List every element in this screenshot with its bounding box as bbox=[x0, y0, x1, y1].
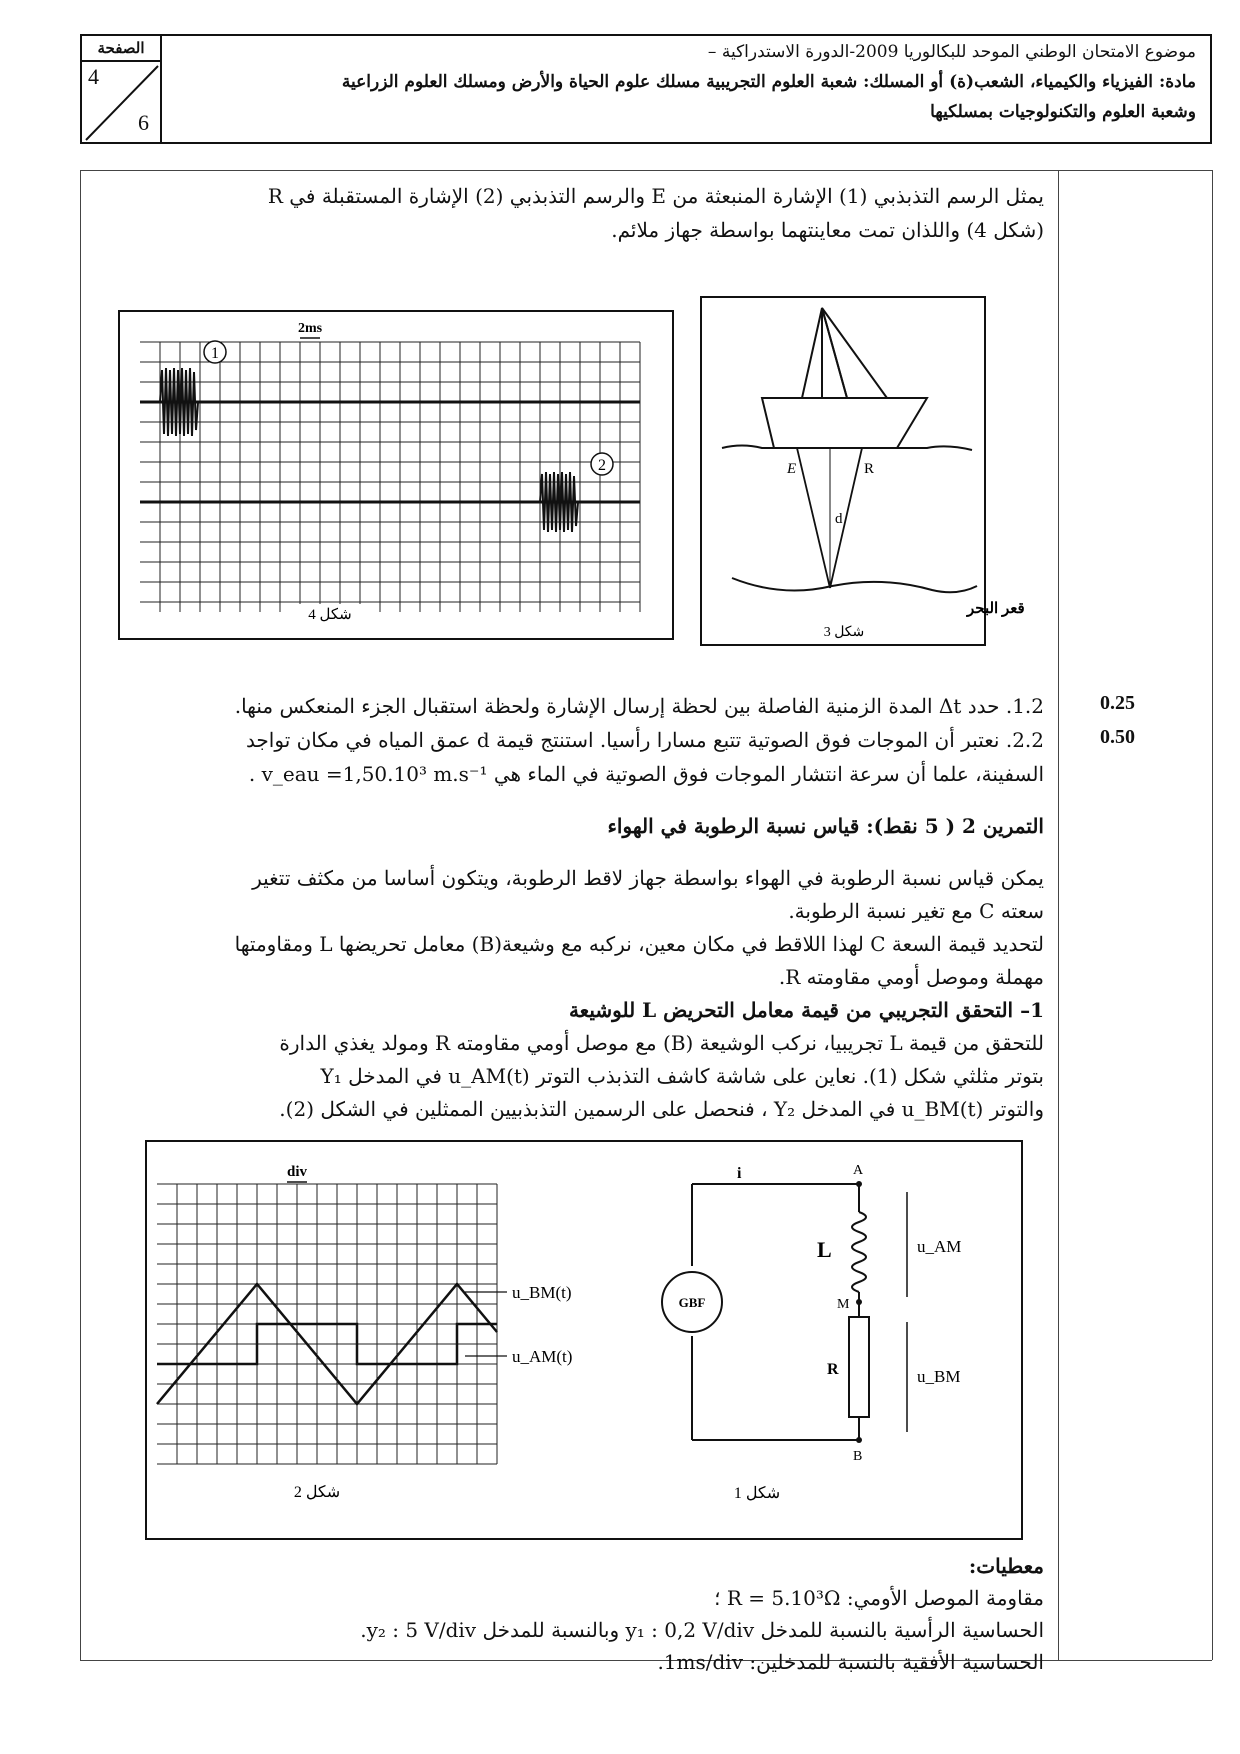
u-bm-label: u_BM(t) bbox=[512, 1283, 572, 1302]
givens-title: معطيات: bbox=[968, 1554, 1044, 1578]
node-m-dot bbox=[856, 1299, 862, 1305]
label-d: d bbox=[835, 511, 843, 527]
intro-line-1: يمثل الرسم التذبذبي (1) الإشارة المنبعثة من E والرسم التذبذبي (2) الإشارة المستقبلة في R bbox=[267, 184, 1044, 208]
exercise-2-p1-line-1: يمكن قياس نسبة الرطوبة في الهواء بواسطة جهاز لاقط الرطوبة، ويتكون أساسا من مكثف تتغير bbox=[252, 866, 1044, 890]
node-a-dot bbox=[856, 1181, 862, 1187]
exam-header bbox=[80, 34, 1212, 144]
exercise-2-p2-line-1: لتحديد قيمة السعة C لهذا اللاقط في مكان معين، نركبه مع وشيعة(B) معامل تحريضها L ومقاومتها bbox=[234, 932, 1044, 956]
exercise-2-p3-line-2: بتوتر مثلثي شكل (1). نعاين على شاشة كاشف التذبذب التوتر u_AM(t) في المدخل Y₁ bbox=[320, 1064, 1044, 1088]
exercise-2-p3-line-3: والتوتر u_BM(t) في المدخل Y₂ ، فنحصل على الرسمين التذبذبيين الممثلين في الشكل (2). bbox=[279, 1097, 1044, 1121]
oscillogram-4-svg bbox=[120, 312, 672, 638]
header-line-1: موضوع الامتحان الوطني الموحد للبكالوريا 2009-الدورة الاستدراكية – bbox=[707, 42, 1196, 62]
sea-bottom bbox=[732, 578, 977, 592]
figure-2-caption: شكل 2 bbox=[293, 1484, 341, 1501]
label-R: R bbox=[864, 461, 875, 477]
signal-1-label: 1 bbox=[211, 345, 219, 362]
page-total: 6 bbox=[138, 110, 149, 135]
question-1-2-score: 0.25 bbox=[1100, 692, 1135, 714]
exercise-2-section-1-title: 1– التحقق التجريبي من قيمة معامل التحريض L للوشيعة bbox=[568, 998, 1044, 1022]
exercise-2-p3-line-1: للتحقق من قيمة L تجريبيا، نركب الوشيعة (B) مع موصل أومي مقاومته R ومولد يغذي الدارة bbox=[279, 1031, 1044, 1055]
question-2-2-line-2: السفينة، علما أن سرعة انتشار الموجات فوق الصوتية في الماء هي v_eau =1,50.10³ m.s⁻¹ . bbox=[248, 762, 1044, 786]
scale-label: 2ms bbox=[297, 321, 323, 336]
circuit-u-bm-label: u_BM bbox=[917, 1367, 961, 1386]
oscillogram-2-svg bbox=[147, 1142, 1021, 1538]
emitted-ray bbox=[797, 448, 830, 588]
figure-4-caption: شكل 4 bbox=[308, 607, 352, 623]
figure-3-boat bbox=[700, 296, 1025, 646]
u-am-label: u_AM(t) bbox=[512, 1347, 573, 1366]
circuit-u-am-label: u_AM bbox=[917, 1237, 962, 1256]
div-label: div bbox=[286, 1164, 308, 1180]
page-number-box bbox=[82, 36, 162, 142]
sea-bottom-label: قعر البحر bbox=[967, 601, 1025, 617]
page-current: 4 bbox=[88, 64, 99, 89]
exercise-2-p1-line-2: سعته C مع تغير نسبة الرطوبة. bbox=[788, 899, 1044, 923]
label-E: E bbox=[787, 461, 797, 477]
hull bbox=[762, 398, 927, 448]
header-line-3: وشعبة العلوم والتكنولوجيات بمسلكيها bbox=[930, 102, 1196, 122]
resistor-label: R bbox=[827, 1361, 839, 1378]
signal-2-burst bbox=[540, 472, 578, 532]
figure-3-caption: شكل 3 bbox=[823, 625, 865, 640]
exercise-2-p2-line-2: مهملة وموصل أومي مقاومته R. bbox=[778, 965, 1044, 989]
inductor-label: L bbox=[817, 1237, 832, 1262]
gbf-label: GBF bbox=[678, 1295, 706, 1310]
figure-1-caption: شكل 1 bbox=[733, 1485, 781, 1502]
current-label: i bbox=[737, 1165, 742, 1182]
exercise-2-title: التمرين 2 ( 5 نقط): قياس نسبة الرطوبة في الهواء bbox=[607, 814, 1044, 838]
sail-right bbox=[822, 308, 887, 398]
sail-left bbox=[802, 308, 847, 398]
signal-2-label: 2 bbox=[598, 457, 606, 474]
givens-line-2: الحساسية الرأسية بالنسبة للمدخل y₁ : 0,2 V/div وبالنسبة للمدخل y₂ : 5 V/div. bbox=[360, 1618, 1044, 1642]
page-label: الصفحة bbox=[82, 36, 160, 62]
figure-4-oscillogram bbox=[118, 310, 674, 640]
frame-top-border bbox=[80, 170, 1212, 171]
frame-left-border bbox=[80, 170, 81, 1660]
signal-1-burst bbox=[160, 368, 198, 436]
node-b-dot bbox=[856, 1437, 862, 1443]
node-b-label: B bbox=[853, 1449, 863, 1464]
figures-1-2-panel bbox=[145, 1140, 1023, 1540]
question-1-2: 1.2. حدد Δt المدة الزمنية الفاصلة بين لحظة إرسال الإشارة ولحظة استقبال الجزء المنعكس منها. bbox=[234, 694, 1044, 718]
node-a-label: A bbox=[853, 1163, 864, 1178]
water-surface bbox=[722, 446, 972, 451]
givens-line-1: مقاومة الموصل الأومي: R = 5.10³Ω ؛ bbox=[714, 1586, 1044, 1610]
boat-svg bbox=[702, 298, 1025, 644]
intro-line-2: (شكل 4) واللذان تمت معاينتهما بواسطة جهاز ملائم. bbox=[611, 218, 1044, 242]
header-line-2: مادة: الفيزياء والكيمياء، الشعب(ة) أو المسلك: شعبة العلوم التجريبية مسلك علوم الحياة والأرض ومسلك العلوم الزراعية bbox=[341, 72, 1196, 92]
givens-line-3: الحساسية الأفقية بالنسبة للمدخلين: 1ms/div. bbox=[657, 1650, 1044, 1674]
question-2-2-line-1: 2.2. نعتبر أن الموجات فوق الصوتية تتبع مسارا رأسيا. استنتج قيمة d عمق المياه في مكان تواجد bbox=[245, 728, 1044, 752]
resistor-icon bbox=[849, 1317, 869, 1417]
inductor-coil-icon bbox=[852, 1212, 866, 1292]
question-2-2-score: 0.50 bbox=[1100, 726, 1135, 748]
node-m-label: M bbox=[837, 1297, 850, 1312]
frame-score-divider bbox=[1058, 170, 1059, 1660]
frame-right-border bbox=[1212, 170, 1213, 1660]
